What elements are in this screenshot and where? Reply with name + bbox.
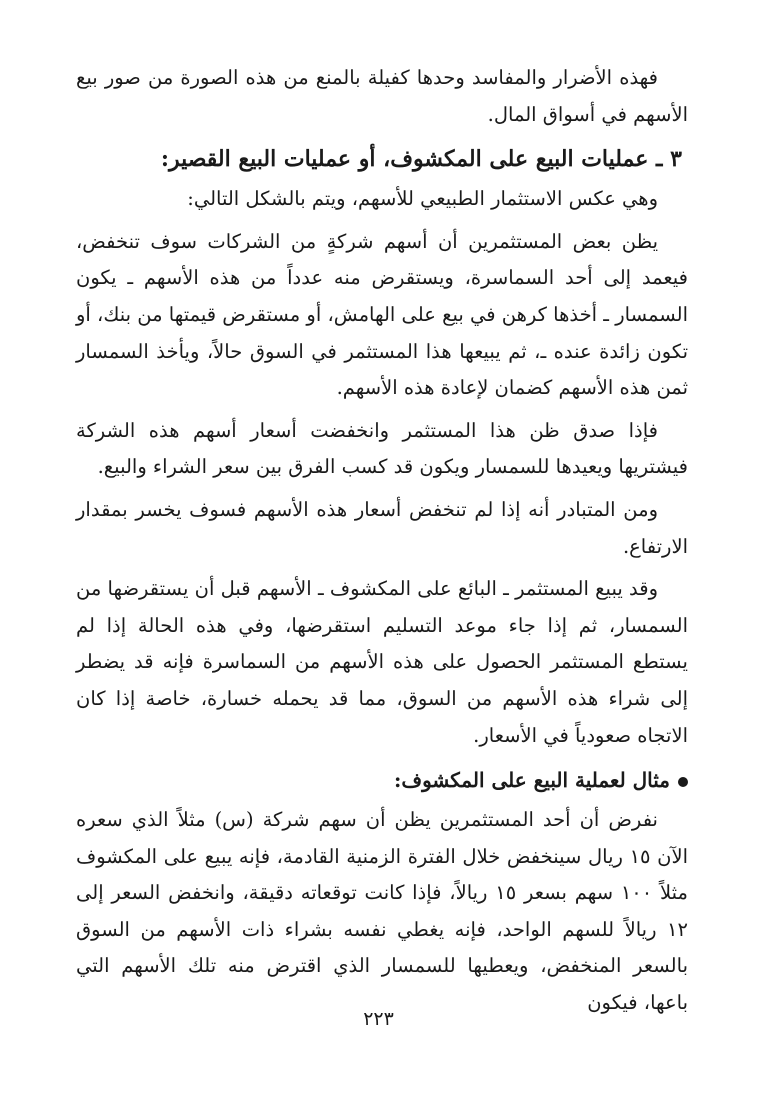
paragraph-short-selling-intro: وهي عكس الاستثمار الطبيعي للأسهم، ويتم بالشكل التالي: [187,187,658,211]
paragraph-harms-conclusion: فهذه الأضرار والمفاسد وحدها كفيلة بالمنع من هذه الصورة من صور بيع الأسهم في أسواق المال. [76,66,688,126]
bullet-icon [678,777,688,787]
section-heading-short-selling: ٣ ـ عمليات البيع على المكشوف، أو عمليات البيع القصير: [160,146,682,173]
paragraph-short-selling-loss: ومن المتبادر أنه إذا لم تنخفض أسعار هذه الأسهم فسوف يخسر بمقدار الارتفاع. [76,497,688,558]
paragraph-short-selling-profit: فإذا صدق ظن هذا المستثمر وانخفضت أسعار أسهم هذه الشركة فيشتريها ويعيدها للسمسار ويكون قد كسب الفرق بين سعر الشراء والبيع. [76,418,688,479]
page-number: ٢٢٣ [363,1008,394,1030]
paragraph-example: نفرض أن أحد المستثمرين يظن أن سهم شركة (س) مثلاً الذي سعره الآن ١٥ ريال سينخفض خلال الفترة الزمنية القادمة، فإنه يبيع على المكشوف مثلاً ١٠٠ سهم بسعر ١٥ ريالاً، فإذا كانت توقعاته دقيقة، وانخفض السعر إلى ١٢ ريالاً للسهم الواحد، فإنه يغطي نفسه بشراء ذات الأسهم من السوق بالسعر المنخفض، ويعطيها للسمسار الذي اقترض منه تلك الأسهم التي باعها، فيكون [76,808,688,1015]
subheading-example [76,760,688,800]
subheading-example-text: مثال لعملية البيع على المكشوف: [393,768,670,793]
page-body [76,60,688,1028]
paragraph-naked-short-selling: وقد يبيع المستثمر ـ البائع على المكشوف ـ الأسهم قبل أن يستقرضها من السمسار، ثم إذا جاء موعد التسليم استقرضها، وفي هذه الحالة إذا لم يستطع المستثمر الحصول على هذه الأسهم من السماسرة فإنه قد يضطر إلى شراء هذه الأسهم من السوق، مما قد يحمله خسارة، خاصة إذا كان الاتجاه صعودياً في الأسعار. [76,577,688,747]
paragraph-short-selling-mechanism: يظن بعض المستثمرين أن أسهم شركةٍ من الشركات سوف تنخفض، فيعمد إلى أحد السماسرة، ويستقرض منه عدداً من هذه الأسهم ـ يكون السمسار ـ أخذها كرهن في بيع على الهامش، أو مستقرض قيمتها من بنك، أو تكون زائدة عنده ـ، ثم يبيعها هذا المستثمر في السوق حالاً، ويأخذ السمسار ثمن هذه الأسهم كضمان لإعادة هذه الأسهم. [76,229,688,400]
